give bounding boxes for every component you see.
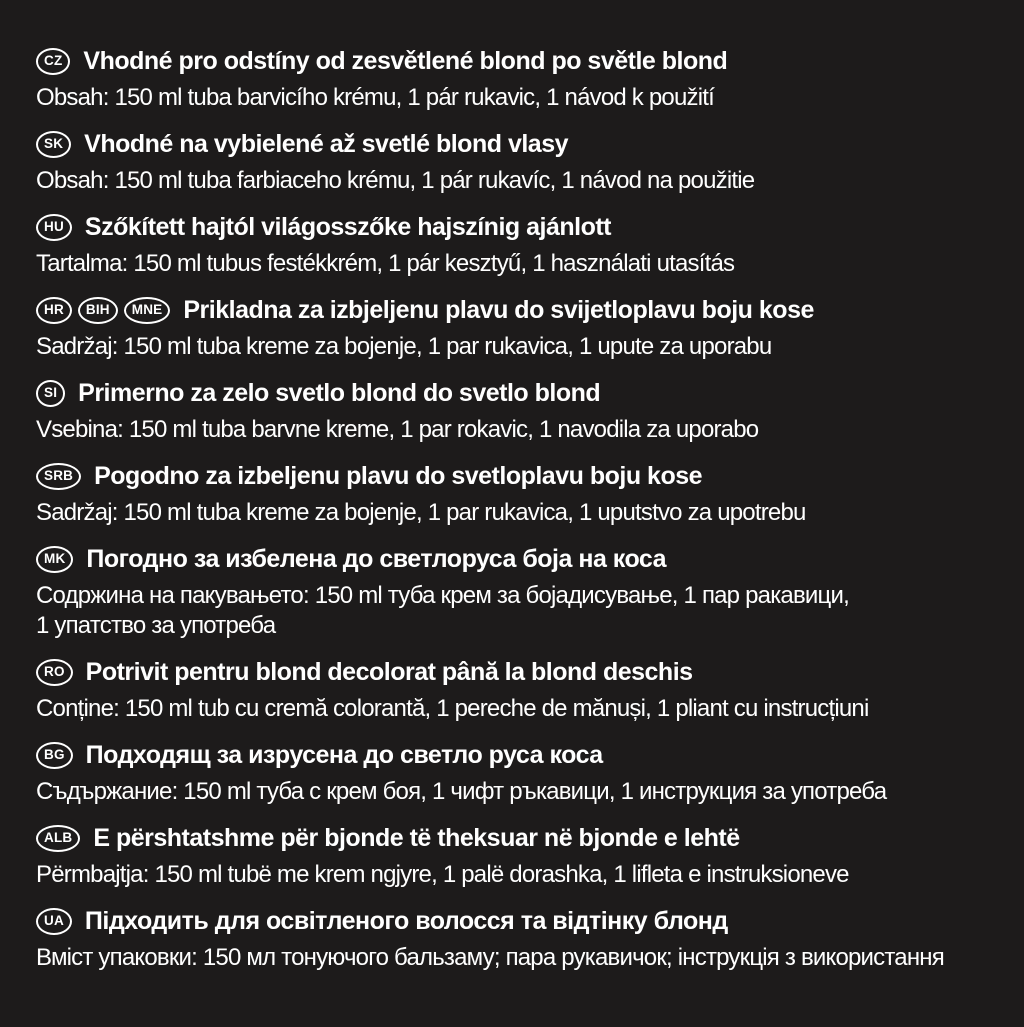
contents-line: Conține: 150 ml tub cu cremă colorantă, 1 pereche de mănuși, 1 pliant cu instrucțiuni: [36, 695, 869, 722]
country-badges: [36, 297, 170, 324]
country-badges: [36, 908, 72, 935]
country-badges: [36, 546, 73, 573]
headline-row: [36, 46, 996, 76]
contents-line: Tartalma: 150 ml tubus festékkrém, 1 pár kesztyű, 1 használati utasítás: [36, 250, 735, 277]
country-badge-ua: UA: [36, 908, 72, 935]
contents-line: Obsah: 150 ml tuba barvicího krému, 1 pár rukavic, 1 návod k použití: [36, 84, 714, 111]
headline-row: [36, 740, 996, 770]
language-section: [36, 46, 996, 113]
language-section: [36, 823, 996, 890]
language-section: [36, 461, 996, 528]
headline-row: [36, 461, 996, 491]
section-headline: Подходящ за изрусена до светло руса коса: [85, 741, 603, 769]
language-section: [36, 378, 996, 445]
language-section: [36, 129, 996, 196]
contents-line: Содржина на пакувањето: 150 ml туба крем за бојадисување, 1 пар ракавици,: [36, 582, 849, 609]
language-section: [36, 740, 996, 807]
country-badge-hr: HR: [36, 297, 72, 324]
section-headline: E përshtatshme për bjonde të theksuar në bjonde e lehtë: [93, 824, 740, 852]
country-badge-bih: BIH: [78, 297, 118, 324]
country-badges: [36, 214, 72, 241]
country-badges: [36, 742, 73, 769]
country-badge-bg: BG: [36, 742, 73, 769]
country-badge-sk: SK: [36, 131, 71, 158]
section-headline: Primerno za zelo svetlo blond do svetlo blond: [78, 379, 601, 407]
country-badges: [36, 131, 71, 158]
language-section: [36, 906, 996, 973]
section-headline: Підходить для освітленого волосся та відтінку блонд: [84, 907, 728, 935]
section-headline: Pogodno za izbeljenu plavu do svetloplavu boju kose: [94, 462, 703, 490]
section-headline: Potrivit pentru blond decolorat până la blond deschis: [85, 658, 693, 686]
headline-row: [36, 212, 996, 242]
headline-row: [36, 378, 996, 408]
contents-line: Obsah: 150 ml tuba farbiaceho krému, 1 pár rukavíc, 1 návod na použitie: [36, 167, 755, 194]
contents-line: 1 упатство за употреба: [36, 612, 276, 639]
country-badge-cz: CZ: [36, 48, 70, 75]
country-badges: [36, 825, 80, 852]
contents-line: Съдържание: 150 ml туба с крем боя, 1 чифт ръкавици, 1 инструкция за употреба: [36, 778, 887, 805]
headline-row: [36, 295, 996, 325]
country-badges: [36, 659, 73, 686]
headline-row: [36, 906, 996, 936]
country-badge-mne: MNE: [124, 297, 171, 324]
headline-row: [36, 823, 996, 853]
section-headline: Szőkített hajtól világosszőke hajszínig ajánlott: [84, 213, 612, 241]
language-section: [36, 212, 996, 279]
language-section: [36, 295, 996, 362]
country-badge-srb: SRB: [36, 463, 81, 490]
contents-line: Sadržaj: 150 ml tuba kreme za bojenje, 1 par rukavica, 1 uputstvo za upotrebu: [36, 499, 806, 526]
country-badge-si: SI: [36, 380, 65, 407]
headline-row: [36, 657, 996, 687]
contents-line: Përmbajtja: 150 ml tubë me krem ngjyre, 1 palë dorashka, 1 lifleta e instruksioneve: [36, 861, 849, 888]
contents-line: Вміст упаковки: 150 мл тонуючого бальзаму; пара рукавичок; інструкція з використання: [36, 944, 944, 971]
contents-line: Sadržaj: 150 ml tuba kreme za bojenje, 1 par rukavica, 1 upute za uporabu: [36, 333, 772, 360]
country-badge-alb: ALB: [36, 825, 80, 852]
country-badges: [36, 380, 65, 407]
language-section: [36, 657, 996, 724]
packaging-label-panel: [36, 46, 996, 989]
country-badge-ro: RO: [36, 659, 73, 686]
section-headline: Vhodné pro odstíny od zesvětlené blond po světle blond: [83, 47, 728, 75]
country-badges: [36, 48, 70, 75]
section-headline: Prikladna za izbjeljenu plavu do svijetloplavu boju kose: [183, 296, 814, 324]
headline-row: [36, 129, 996, 159]
section-headline: Vhodné na vybielené až svetlé blond vlasy: [84, 130, 569, 158]
headline-row: [36, 544, 996, 574]
country-badge-hu: HU: [36, 214, 72, 241]
language-section: [36, 544, 996, 641]
country-badges: [36, 463, 81, 490]
section-headline: Погодно за избелена до светлоруса боја на коса: [86, 545, 667, 573]
contents-line: Vsebina: 150 ml tuba barvne kreme, 1 par rokavic, 1 navodila za uporabo: [36, 416, 759, 443]
country-badge-mk: MK: [36, 546, 73, 573]
